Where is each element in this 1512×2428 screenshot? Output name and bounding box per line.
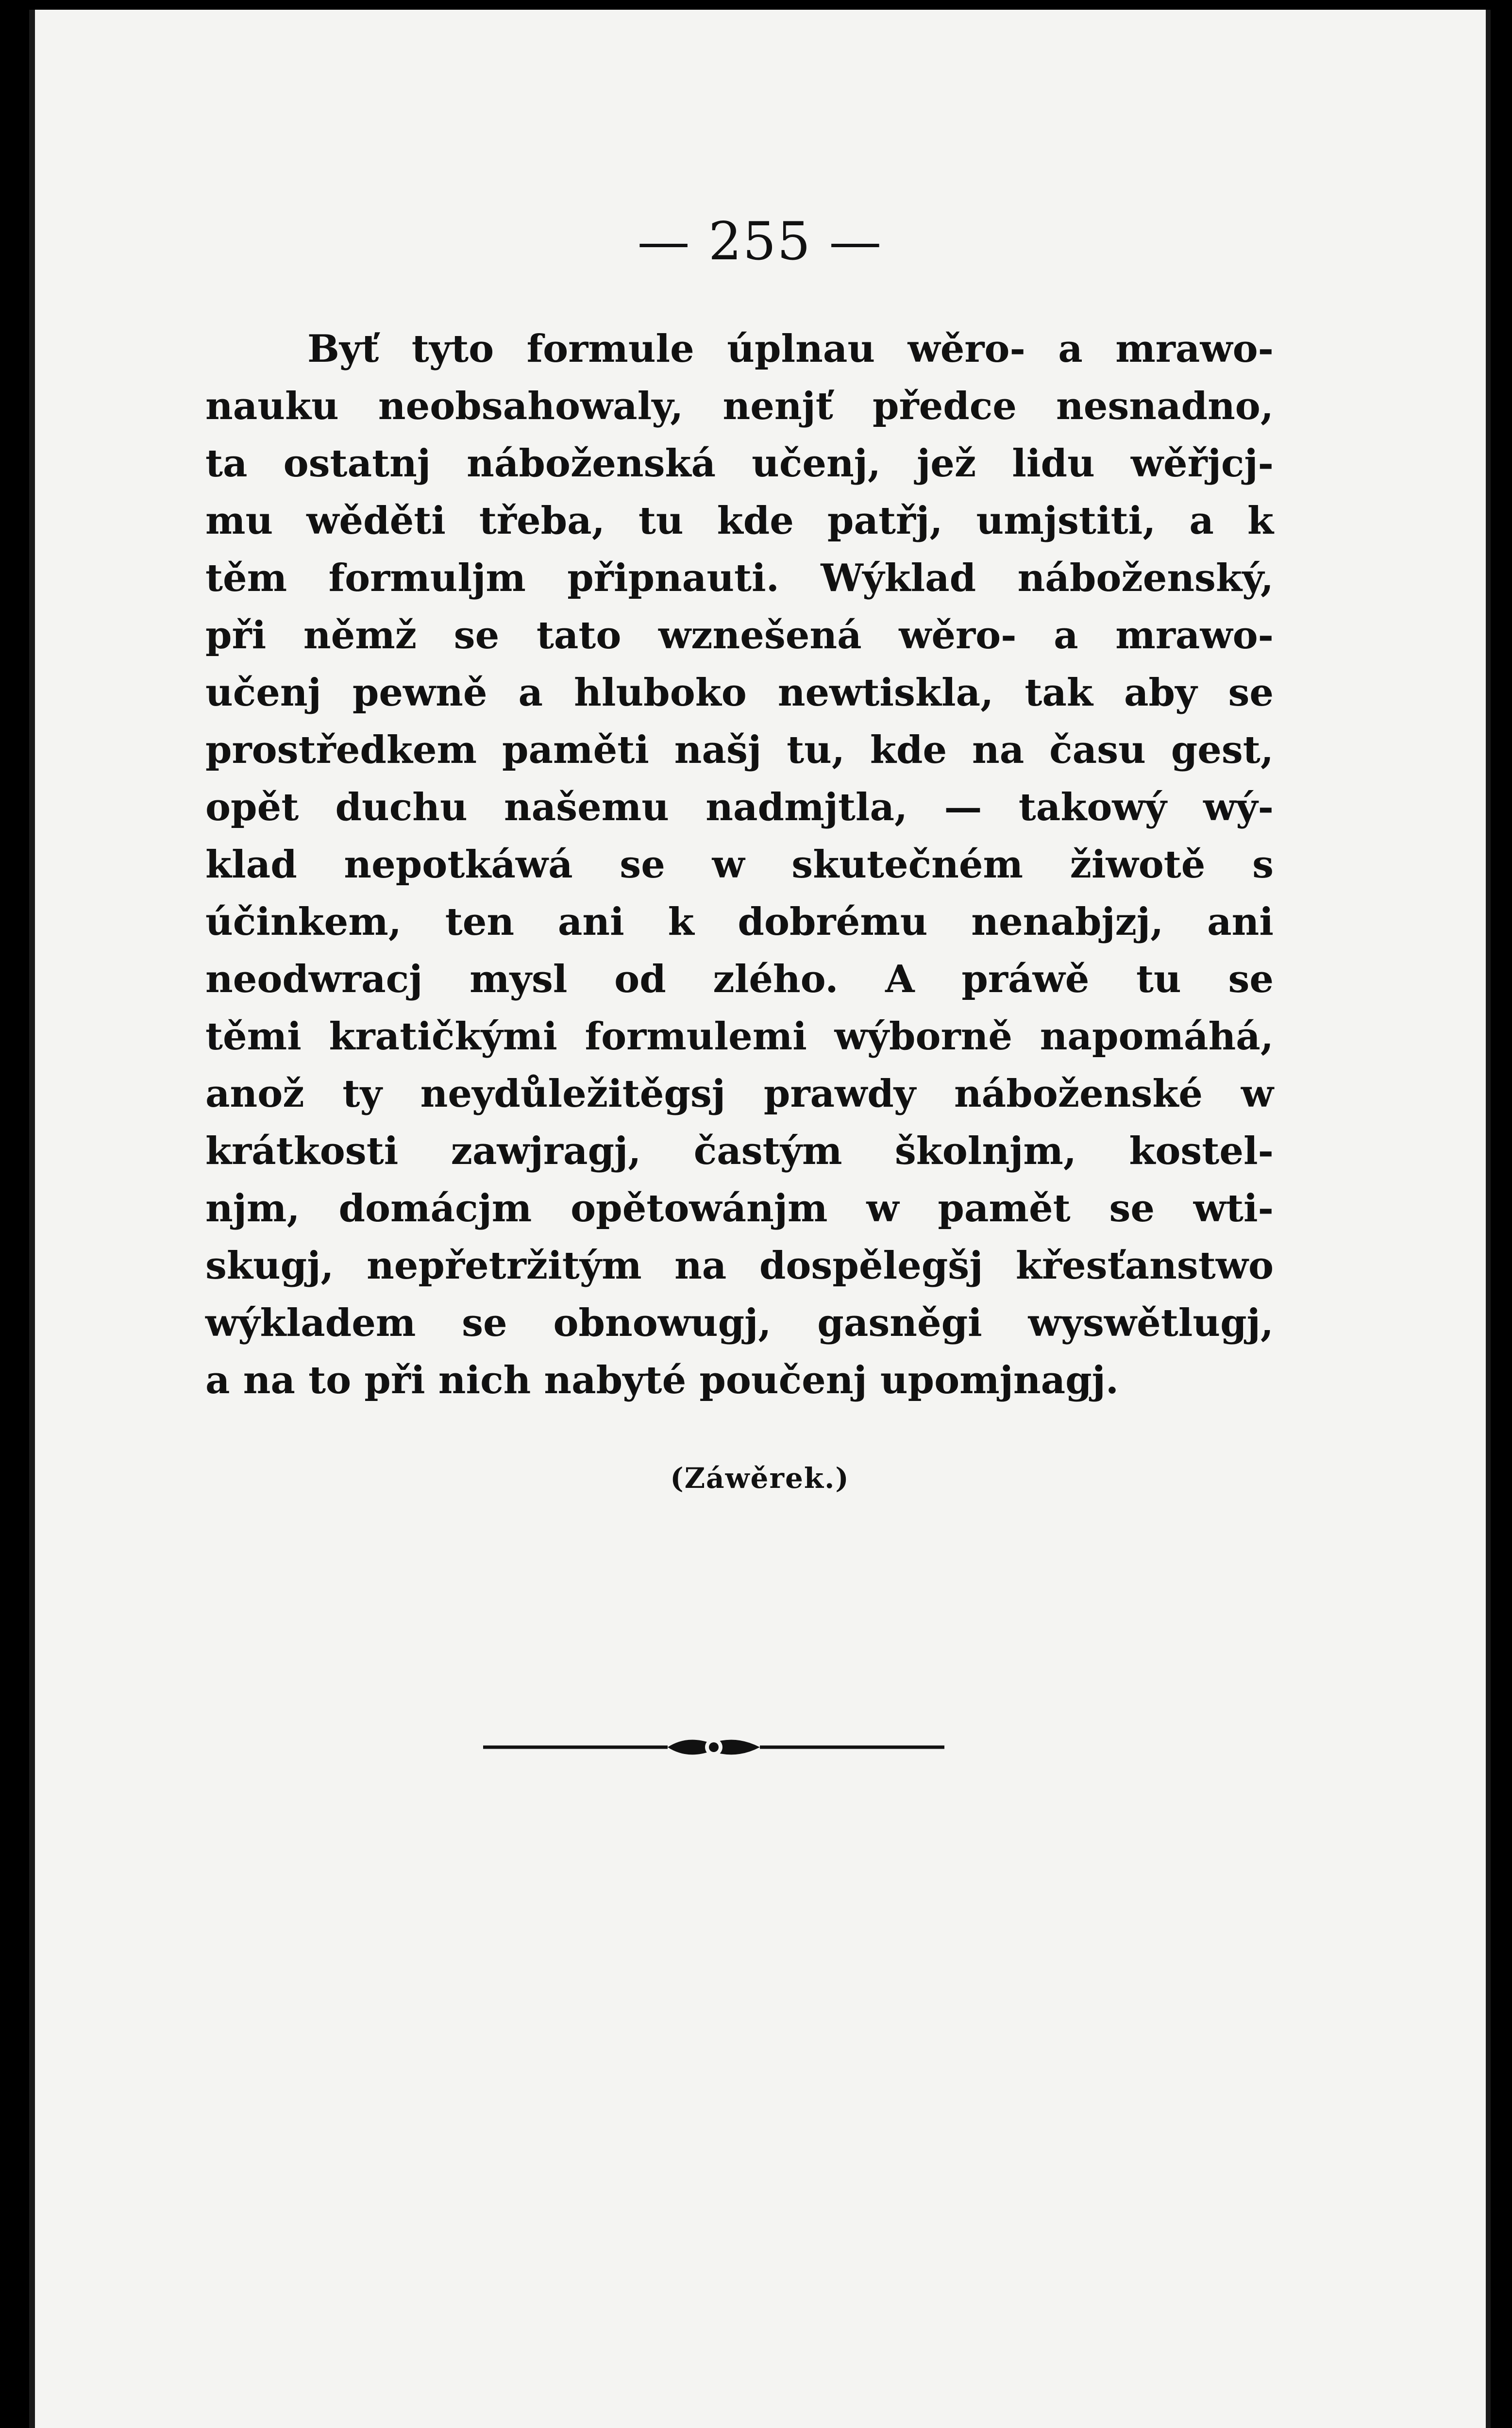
text-line: prostředkem paměti našj tu, kde na času gest,	[205, 728, 1274, 772]
text-line: krátkosti zawjragj, častým školnjm, kostel-	[205, 1129, 1274, 1173]
text-line: opět duchu našemu nadmjtla, — takowý wý-	[205, 785, 1274, 829]
text-line: těmi kratičkými formulemi wýborně napomáhá,	[205, 1014, 1274, 1059]
text-line: neodwracj mysl od zlého. A práwě tu se	[205, 957, 1274, 1001]
text-line: skugj, nepřetržitým na dospělegšj křesťanstwo	[205, 1244, 1274, 1288]
text-line: těm formuljm připnauti. Wýklad náboženský,	[205, 556, 1274, 600]
scan-border-right	[1486, 10, 1491, 2428]
text-line: nauku neobsahowaly, nenjť předce nesnadno,	[205, 384, 1274, 428]
scan-border-left	[29, 10, 35, 2428]
book-page	[29, 10, 1491, 2428]
text-line: ta ostatnj náboženská učenj, jež lidu wěřjcj-	[205, 441, 1274, 486]
text-line: klad nepotkáwá se w skutečném žiwotě s	[205, 843, 1274, 887]
closing-label: (Záwěrek.)	[670, 1462, 850, 1495]
body-paragraph	[205, 320, 1274, 1409]
page-number-header: — 255 —	[637, 211, 883, 272]
text-line: učenj pewně a hluboko newtiskla, tak aby se	[205, 671, 1274, 715]
text-line: Byť tyto formule úplnau wěro- a mrawo-	[307, 327, 1274, 371]
text-line: účinkem, ten ani k dobrému nenabjzj, ani	[205, 900, 1274, 944]
text-line: a na to při nich nabyté poučenj upomjnagj.	[205, 1358, 1119, 1402]
text-line: mu wěděti třeba, tu kde patřj, umjstiti, a k	[205, 499, 1274, 543]
text-line: při němž se tato wznešená wěro- a mrawo-	[205, 613, 1274, 658]
text-line: wýkladem se obnowugj, gasněgi wyswětlugj,	[205, 1301, 1274, 1345]
ornament-divider-icon	[483, 1724, 944, 1768]
text-line: njm, domácjm opětowánjm w pamět se wti-	[205, 1186, 1274, 1231]
text-line: anož ty neydůležitěgsj prawdy náboženské w	[205, 1072, 1274, 1116]
